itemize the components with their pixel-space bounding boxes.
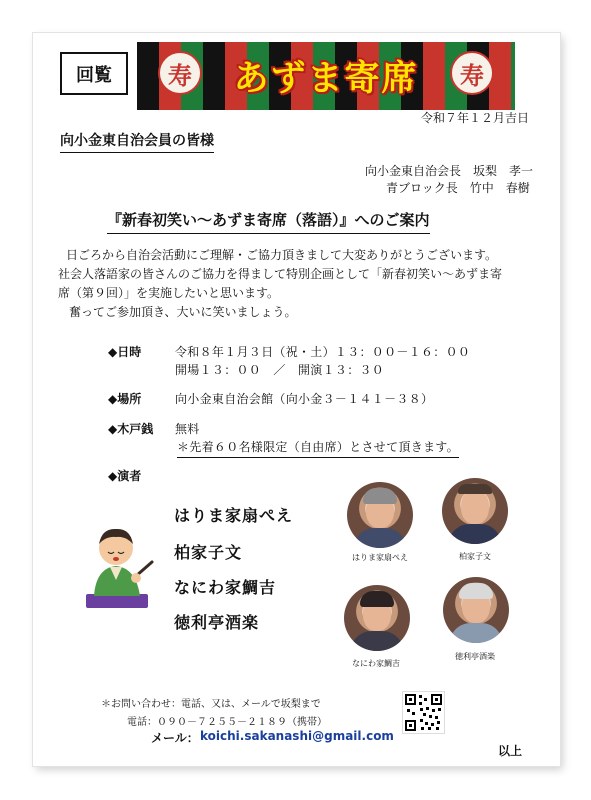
closing-text: 以上	[498, 744, 523, 758]
performer-photo-1	[347, 482, 413, 548]
body-line-2: 社会人落語家の皆さんのご協力を得まして特別企画として「新春初笑い～あずま寄	[58, 267, 503, 281]
body-line-1: 日ごろから自治会活動にご理解・ご協力頂きまして大変ありがとうございます。	[66, 248, 498, 262]
contact-email[interactable]: koichi.sakanashi@gmail.com	[200, 729, 394, 743]
qr-code	[402, 691, 445, 734]
photo-hair	[363, 488, 397, 504]
contact-inquiry: ＊お問い合わせ：電話、又は、メールで坂梨まで	[101, 699, 321, 710]
photo-caption-4: 徳利亭酒楽	[455, 652, 495, 661]
photo-robe	[448, 524, 502, 544]
performer-2: 柏家子文	[174, 543, 243, 562]
performer-photo-2	[442, 478, 508, 544]
performer-4: 徳利亭酒楽	[174, 613, 260, 632]
sender-chairman: 向小金東自治会長 坂梨 孝一	[365, 164, 534, 178]
photo-caption-2: 柏家子文	[459, 552, 491, 561]
rakugoka-illustration	[80, 520, 160, 612]
photo-robe	[449, 623, 503, 643]
place-label: ◆場所	[108, 392, 142, 406]
kotobuki-mark-left: 寿	[158, 51, 202, 95]
contact-phone: 電話：０９０－７２５５－２１８９（携帯）	[127, 717, 327, 728]
place-value: 向小金東自治会館（向小金３－１４１－３８）	[175, 392, 434, 406]
banner-title: あずま寄席	[233, 59, 419, 99]
qr-pattern	[403, 692, 444, 733]
notice-title: 『新春初笑い～あずま寄席（落語）』へのご案内	[107, 209, 430, 234]
fee-value: 無料	[175, 422, 200, 436]
kairan-box: 回覧	[60, 52, 128, 95]
date-value: 令和８年１月３日（祝・土）１３：００－１６：００	[175, 345, 471, 359]
addressee: 向小金東自治会員の皆様	[60, 130, 214, 153]
photo-caption-3: なにわ家鯛吉	[352, 659, 400, 668]
performer-3: なにわ家鯛吉	[174, 578, 277, 597]
photo-face	[461, 490, 489, 524]
date-label: ◆日時	[108, 345, 142, 359]
fee-note: ＊先着６０名様限定（自由席）とさせて頂きます。	[177, 438, 459, 458]
banner	[137, 42, 515, 110]
date-sub: 開場１３：００ ／ 開演１３：３０	[175, 363, 385, 377]
sender-block-leader: 青ブロック長 竹中 春樹	[386, 181, 530, 195]
body-line-3: 席（第９回）」を実施したいと思います。	[58, 286, 280, 300]
kotobuki-mark-right: 寿	[450, 51, 494, 95]
zabuton-cushion	[86, 594, 148, 608]
rakugoka-mouth	[113, 557, 119, 561]
issue-date: 令和７年１２月吉日	[421, 111, 530, 125]
performers-label: ◆演者	[108, 469, 142, 483]
photo-hair	[459, 583, 493, 599]
photo-hair	[458, 484, 492, 494]
performer-1: はりま家扇ぺえ	[174, 506, 294, 525]
photo-hair	[360, 591, 394, 607]
photo-robe	[350, 631, 404, 651]
fee-label: ◆木戸銭	[108, 422, 154, 436]
performer-photo-4	[443, 577, 509, 643]
rakugoka-hand	[131, 573, 141, 583]
body-line-4: 奮ってご参加頂き、大いに笑いましょう。	[69, 305, 297, 319]
contact-email-label: メール：	[151, 731, 199, 745]
performer-photo-3	[344, 585, 410, 651]
photo-caption-1: はりま家扇ぺえ	[352, 553, 408, 562]
photo-robe	[353, 528, 407, 548]
